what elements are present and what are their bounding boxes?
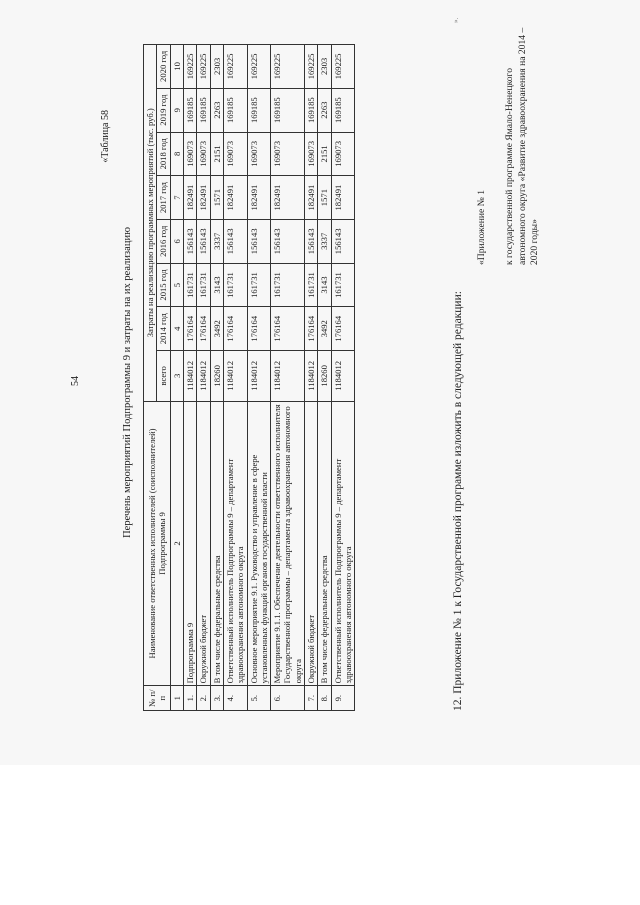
cost-cell: 161731 bbox=[331, 263, 355, 307]
cost-cell: 176164 bbox=[197, 307, 210, 351]
header-name: Наименование ответственных исполнителей (соисполнителей) Подпрограммы 9 bbox=[144, 401, 171, 686]
table-row bbox=[318, 45, 331, 711]
cost-cell: 2151 bbox=[210, 132, 223, 176]
cost-cell: 182491 bbox=[183, 176, 196, 220]
table-row bbox=[223, 45, 247, 711]
table-row bbox=[331, 45, 355, 711]
header-total: всего bbox=[157, 351, 170, 401]
row-name: Ответственный исполнитель Подпрограммы 9 – департамент здравоохранения автономного округа bbox=[223, 401, 247, 686]
cost-cell: 169225 bbox=[247, 45, 271, 89]
cost-cell: 1571 bbox=[210, 176, 223, 220]
paragraph-12: 12. Приложение № 1 к Государственной программе изложить в следующей редакции: bbox=[452, 291, 464, 711]
cost-cell: 169073 bbox=[305, 132, 318, 176]
appendix-title: «Приложение № 1 bbox=[476, 189, 487, 265]
cost-cell: 169225 bbox=[223, 45, 247, 89]
cost-cell: 1184012 bbox=[271, 351, 305, 401]
row-name: Мероприятие 9.1.1. Обеспечение деятельности ответственного исполнителя Государственной программы – департамента здравоохранения автономного округа bbox=[271, 401, 305, 686]
cost-cell: 169073 bbox=[183, 132, 196, 176]
cost-cell: 182491 bbox=[331, 176, 355, 220]
cost-cell: 169225 bbox=[331, 45, 355, 89]
cost-cell: 156143 bbox=[271, 219, 305, 263]
cost-cell: 169185 bbox=[271, 88, 305, 132]
cost-cell: 2151 bbox=[318, 132, 331, 176]
cost-cell: 169185 bbox=[223, 88, 247, 132]
cost-cell: 1571 bbox=[318, 176, 331, 220]
cost-cell: 169073 bbox=[271, 132, 305, 176]
cost-cell: 2263 bbox=[318, 88, 331, 132]
table-row bbox=[271, 45, 305, 711]
costs-table bbox=[143, 44, 355, 711]
row-name: Окружной бюджет bbox=[197, 401, 210, 686]
cost-cell: 182491 bbox=[247, 176, 271, 220]
cost-cell: 18260 bbox=[210, 351, 223, 401]
row-number: 2. bbox=[197, 686, 210, 711]
row-name: Подпрограмма 9 bbox=[183, 401, 196, 686]
column-index-cell: 7 bbox=[170, 176, 183, 220]
cost-cell: 1184012 bbox=[197, 351, 210, 401]
cost-cell: 161731 bbox=[223, 263, 247, 307]
row-name: В том числе федеральные средства bbox=[210, 401, 223, 686]
table-row bbox=[305, 45, 318, 711]
cost-cell: 169073 bbox=[247, 132, 271, 176]
cost-cell: 176164 bbox=[331, 307, 355, 351]
row-name: Основное мероприятие 9.1. Руководство и управление в сфере установленных функций органов государственной власти bbox=[247, 401, 271, 686]
header-year: 2018 год bbox=[157, 132, 170, 176]
cost-cell: 2303 bbox=[318, 45, 331, 89]
cost-cell: 3143 bbox=[318, 263, 331, 307]
cost-cell: 156143 bbox=[183, 219, 196, 263]
cost-cell: 1184012 bbox=[183, 351, 196, 401]
column-index-cell: 1 bbox=[170, 686, 183, 711]
cost-cell: 3337 bbox=[318, 219, 331, 263]
cost-cell: 169185 bbox=[305, 88, 318, 132]
cost-cell: 169073 bbox=[331, 132, 355, 176]
row-name: Окружной бюджет bbox=[305, 401, 318, 686]
header-year: 2020 год bbox=[157, 45, 170, 89]
header-year: 2015 год bbox=[157, 263, 170, 307]
cost-cell: 156143 bbox=[305, 219, 318, 263]
cost-cell: 1184012 bbox=[247, 351, 271, 401]
column-index-cell: 10 bbox=[170, 45, 183, 89]
header-year: 2019 год bbox=[157, 88, 170, 132]
cost-cell: 169225 bbox=[305, 45, 318, 89]
row-name: Ответственный исполнитель Подпрограммы 9 – департамент здравоохранения автономного округа bbox=[331, 401, 355, 686]
cost-cell: 1184012 bbox=[331, 351, 355, 401]
header-year: 2014 год bbox=[157, 307, 170, 351]
cost-cell: 161731 bbox=[247, 263, 271, 307]
cost-cell: 156143 bbox=[247, 219, 271, 263]
cost-cell: 169225 bbox=[183, 45, 196, 89]
cost-cell: 161731 bbox=[305, 263, 318, 307]
row-number: 7. bbox=[305, 686, 318, 711]
cost-cell: 1184012 bbox=[223, 351, 247, 401]
table-row bbox=[247, 45, 271, 711]
cost-cell: 156143 bbox=[223, 219, 247, 263]
header-number: № п/п bbox=[144, 686, 171, 711]
column-index-cell: 5 bbox=[170, 263, 183, 307]
column-index-cell: 8 bbox=[170, 132, 183, 176]
column-index-cell: 9 bbox=[170, 88, 183, 132]
cost-cell: 169185 bbox=[197, 88, 210, 132]
cost-cell: 3143 bbox=[210, 263, 223, 307]
appendix-block bbox=[476, 15, 542, 265]
header-year: 2017 год bbox=[157, 176, 170, 220]
cost-cell: 182491 bbox=[223, 176, 247, 220]
cost-cell: 176164 bbox=[271, 307, 305, 351]
row-number: 3. bbox=[210, 686, 223, 711]
cost-cell: 182491 bbox=[271, 176, 305, 220]
cost-cell: 161731 bbox=[271, 263, 305, 307]
header-year: 2016 год bbox=[157, 219, 170, 263]
cost-cell: 176164 bbox=[247, 307, 271, 351]
cost-cell: 176164 bbox=[183, 307, 196, 351]
row-number: 4. bbox=[223, 686, 247, 711]
cost-cell: 161731 bbox=[197, 263, 210, 307]
cost-cell: 182491 bbox=[305, 176, 318, 220]
cost-cell: 156143 bbox=[197, 219, 210, 263]
cost-cell: 18260 bbox=[318, 351, 331, 401]
cost-cell: 169185 bbox=[183, 88, 196, 132]
appendix-text: к государственной программе Ямало-Ненецкого автономного округа «Развитие здравоохранения на 2014 – 2020 годы» bbox=[504, 27, 541, 265]
table-row bbox=[210, 45, 223, 711]
cost-cell: 161731 bbox=[183, 263, 196, 307]
page-background bbox=[0, 765, 640, 905]
table-title: Перечень мероприятий Подпрограммы 9 и затраты на их реализацию bbox=[122, 227, 133, 538]
page-number: 54 bbox=[70, 376, 81, 386]
column-index-cell: 3 bbox=[170, 351, 183, 401]
column-index-cell: 6 bbox=[170, 219, 183, 263]
cost-cell: 156143 bbox=[331, 219, 355, 263]
cost-cell: 169073 bbox=[223, 132, 247, 176]
column-index-cell: 2 bbox=[170, 401, 183, 686]
cost-cell: 3337 bbox=[210, 219, 223, 263]
cost-cell: 169185 bbox=[331, 88, 355, 132]
cost-cell: 169225 bbox=[271, 45, 305, 89]
row-number: 6. bbox=[271, 686, 305, 711]
column-index-cell: 4 bbox=[170, 307, 183, 351]
cost-cell: 2303 bbox=[210, 45, 223, 89]
table-number: «Таблица 58 bbox=[100, 110, 111, 163]
header-costs: Затраты на реализацию программных мероприятий (тыс. руб.) bbox=[144, 45, 157, 402]
row-number: 8. bbox=[318, 686, 331, 711]
cost-cell: 182491 bbox=[197, 176, 210, 220]
table-row bbox=[197, 45, 210, 711]
row-number: 5. bbox=[247, 686, 271, 711]
cost-cell: 176164 bbox=[223, 307, 247, 351]
row-number: 9. bbox=[331, 686, 355, 711]
cost-cell: 169225 bbox=[197, 45, 210, 89]
cost-cell: 3492 bbox=[318, 307, 331, 351]
table-row bbox=[183, 45, 196, 711]
cost-cell: 169073 bbox=[197, 132, 210, 176]
corner-mark: ». bbox=[452, 17, 460, 23]
cost-cell: 169185 bbox=[247, 88, 271, 132]
row-number: 1. bbox=[183, 686, 196, 711]
cost-cell: 2263 bbox=[210, 88, 223, 132]
cost-cell: 1184012 bbox=[305, 351, 318, 401]
row-name: В том числе федеральные средства bbox=[318, 401, 331, 686]
cost-cell: 176164 bbox=[305, 307, 318, 351]
cost-cell: 3492 bbox=[210, 307, 223, 351]
